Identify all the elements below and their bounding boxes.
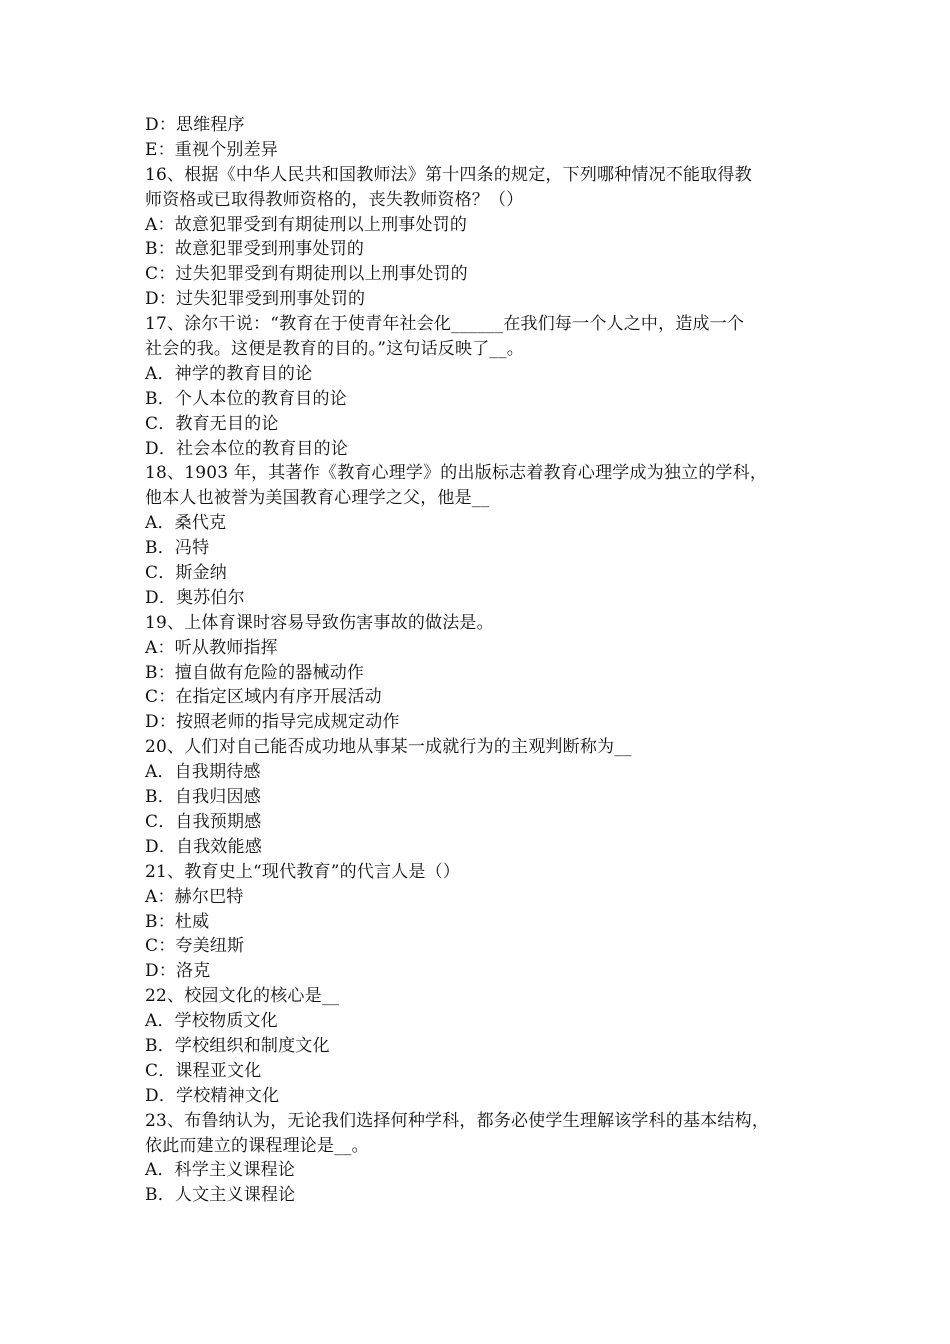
question-18-line-2: 他本人也被誉为美国教育心理学之父，他是__ (145, 488, 490, 509)
q19-option-d: D：按照老师的指导完成规定动作 (145, 712, 400, 733)
option-e-line: E：重视个别差异 (145, 139, 279, 160)
q18-option-d: D．奥苏伯尔 (145, 587, 245, 608)
q17-option-d: D．社会本位的教育目的论 (145, 438, 349, 459)
q18-option-b: B．冯特 (145, 538, 210, 559)
question-19: 19、上体育课时容易导致伤害事故的做法是。 (145, 612, 494, 633)
question-23-line-2: 依此而建立的课程理论是__。 (145, 1135, 369, 1156)
question-21: 21、教育史上“现代教育”的代言人是（） (145, 861, 461, 882)
q19-option-c: C：在指定区域内有序开展活动 (145, 687, 382, 708)
question-22: 22、校园文化的核心是__ (145, 986, 340, 1007)
question-16-line-2: 师资格或已取得教师资格的，丧失教师资格？（） (145, 189, 524, 210)
q16-option-d: D：过失犯罪受到刑事处罚的 (145, 289, 366, 310)
q22-option-d: D．学校精神文化 (145, 1085, 280, 1106)
q23-option-a: A．科学主义课程论 (145, 1160, 296, 1181)
q20-option-b: B．自我归因感 (145, 787, 261, 808)
q20-option-c: C．自我预期感 (145, 811, 262, 832)
q17-option-c: C．教育无目的论 (145, 413, 279, 434)
q18-option-c: C．斯金纳 (145, 563, 228, 584)
q21-option-b: B：杜威 (145, 911, 210, 932)
q22-option-b: B．学校组织和制度文化 (145, 1035, 330, 1056)
q21-option-c: C：夸美纽斯 (145, 936, 245, 957)
q16-option-b: B：故意犯罪受到刑事处罚的 (145, 239, 365, 260)
question-18-line-1: 18、1903 年，其著作《教育心理学》的出版标志着教育心理学成为独立的学科， (145, 463, 768, 484)
document-body (145, 113, 815, 1208)
q23-option-b: B．人文主义课程论 (145, 1185, 296, 1206)
q16-option-c: C：过失犯罪受到有期徒刑以上刑事处罚的 (145, 264, 468, 285)
q18-option-a: A．桑代克 (145, 513, 227, 534)
q22-option-c: C．课程亚文化 (145, 1060, 262, 1081)
q22-option-a: A．学校物质文化 (145, 1011, 278, 1032)
question-16-line-1: 16、根据《中华人民共和国教师法》第十四条的规定，下列哪种情况不能取得教 (145, 164, 752, 185)
q16-option-a: A：故意犯罪受到有期徒刑以上刑事处罚的 (145, 214, 468, 235)
q17-option-b: B．个人本位的教育目的论 (145, 388, 347, 409)
question-17-line-2: 社会的我。这便是教育的目的。”这句话反映了__。 (145, 339, 524, 360)
question-17-line-1: 17、涂尔干说：“教育在于使青年社会化______在我们每一个人之中，造成一个 (145, 314, 745, 335)
q17-option-a: A．神学的教育目的论 (145, 363, 313, 384)
q19-option-b: B：擅自做有危险的器械动作 (145, 662, 365, 683)
option-d-line: D：思维程序 (145, 115, 245, 135)
q21-option-d: D：洛克 (145, 961, 211, 982)
q21-option-a: A：赫尔巴特 (145, 886, 244, 907)
q19-option-a: A：听从教师指挥 (145, 637, 278, 658)
q20-option-a: A．自我期待感 (145, 762, 261, 783)
question-23-line-1: 23、布鲁纳认为，无论我们选择何种学科，都务必使学生理解该学科的基本结构， (145, 1110, 770, 1131)
question-20: 20、人们对自己能否成功地从事某一成就行为的主观判断称为__ (145, 737, 632, 758)
q20-option-d: D．自我效能感 (145, 836, 263, 857)
